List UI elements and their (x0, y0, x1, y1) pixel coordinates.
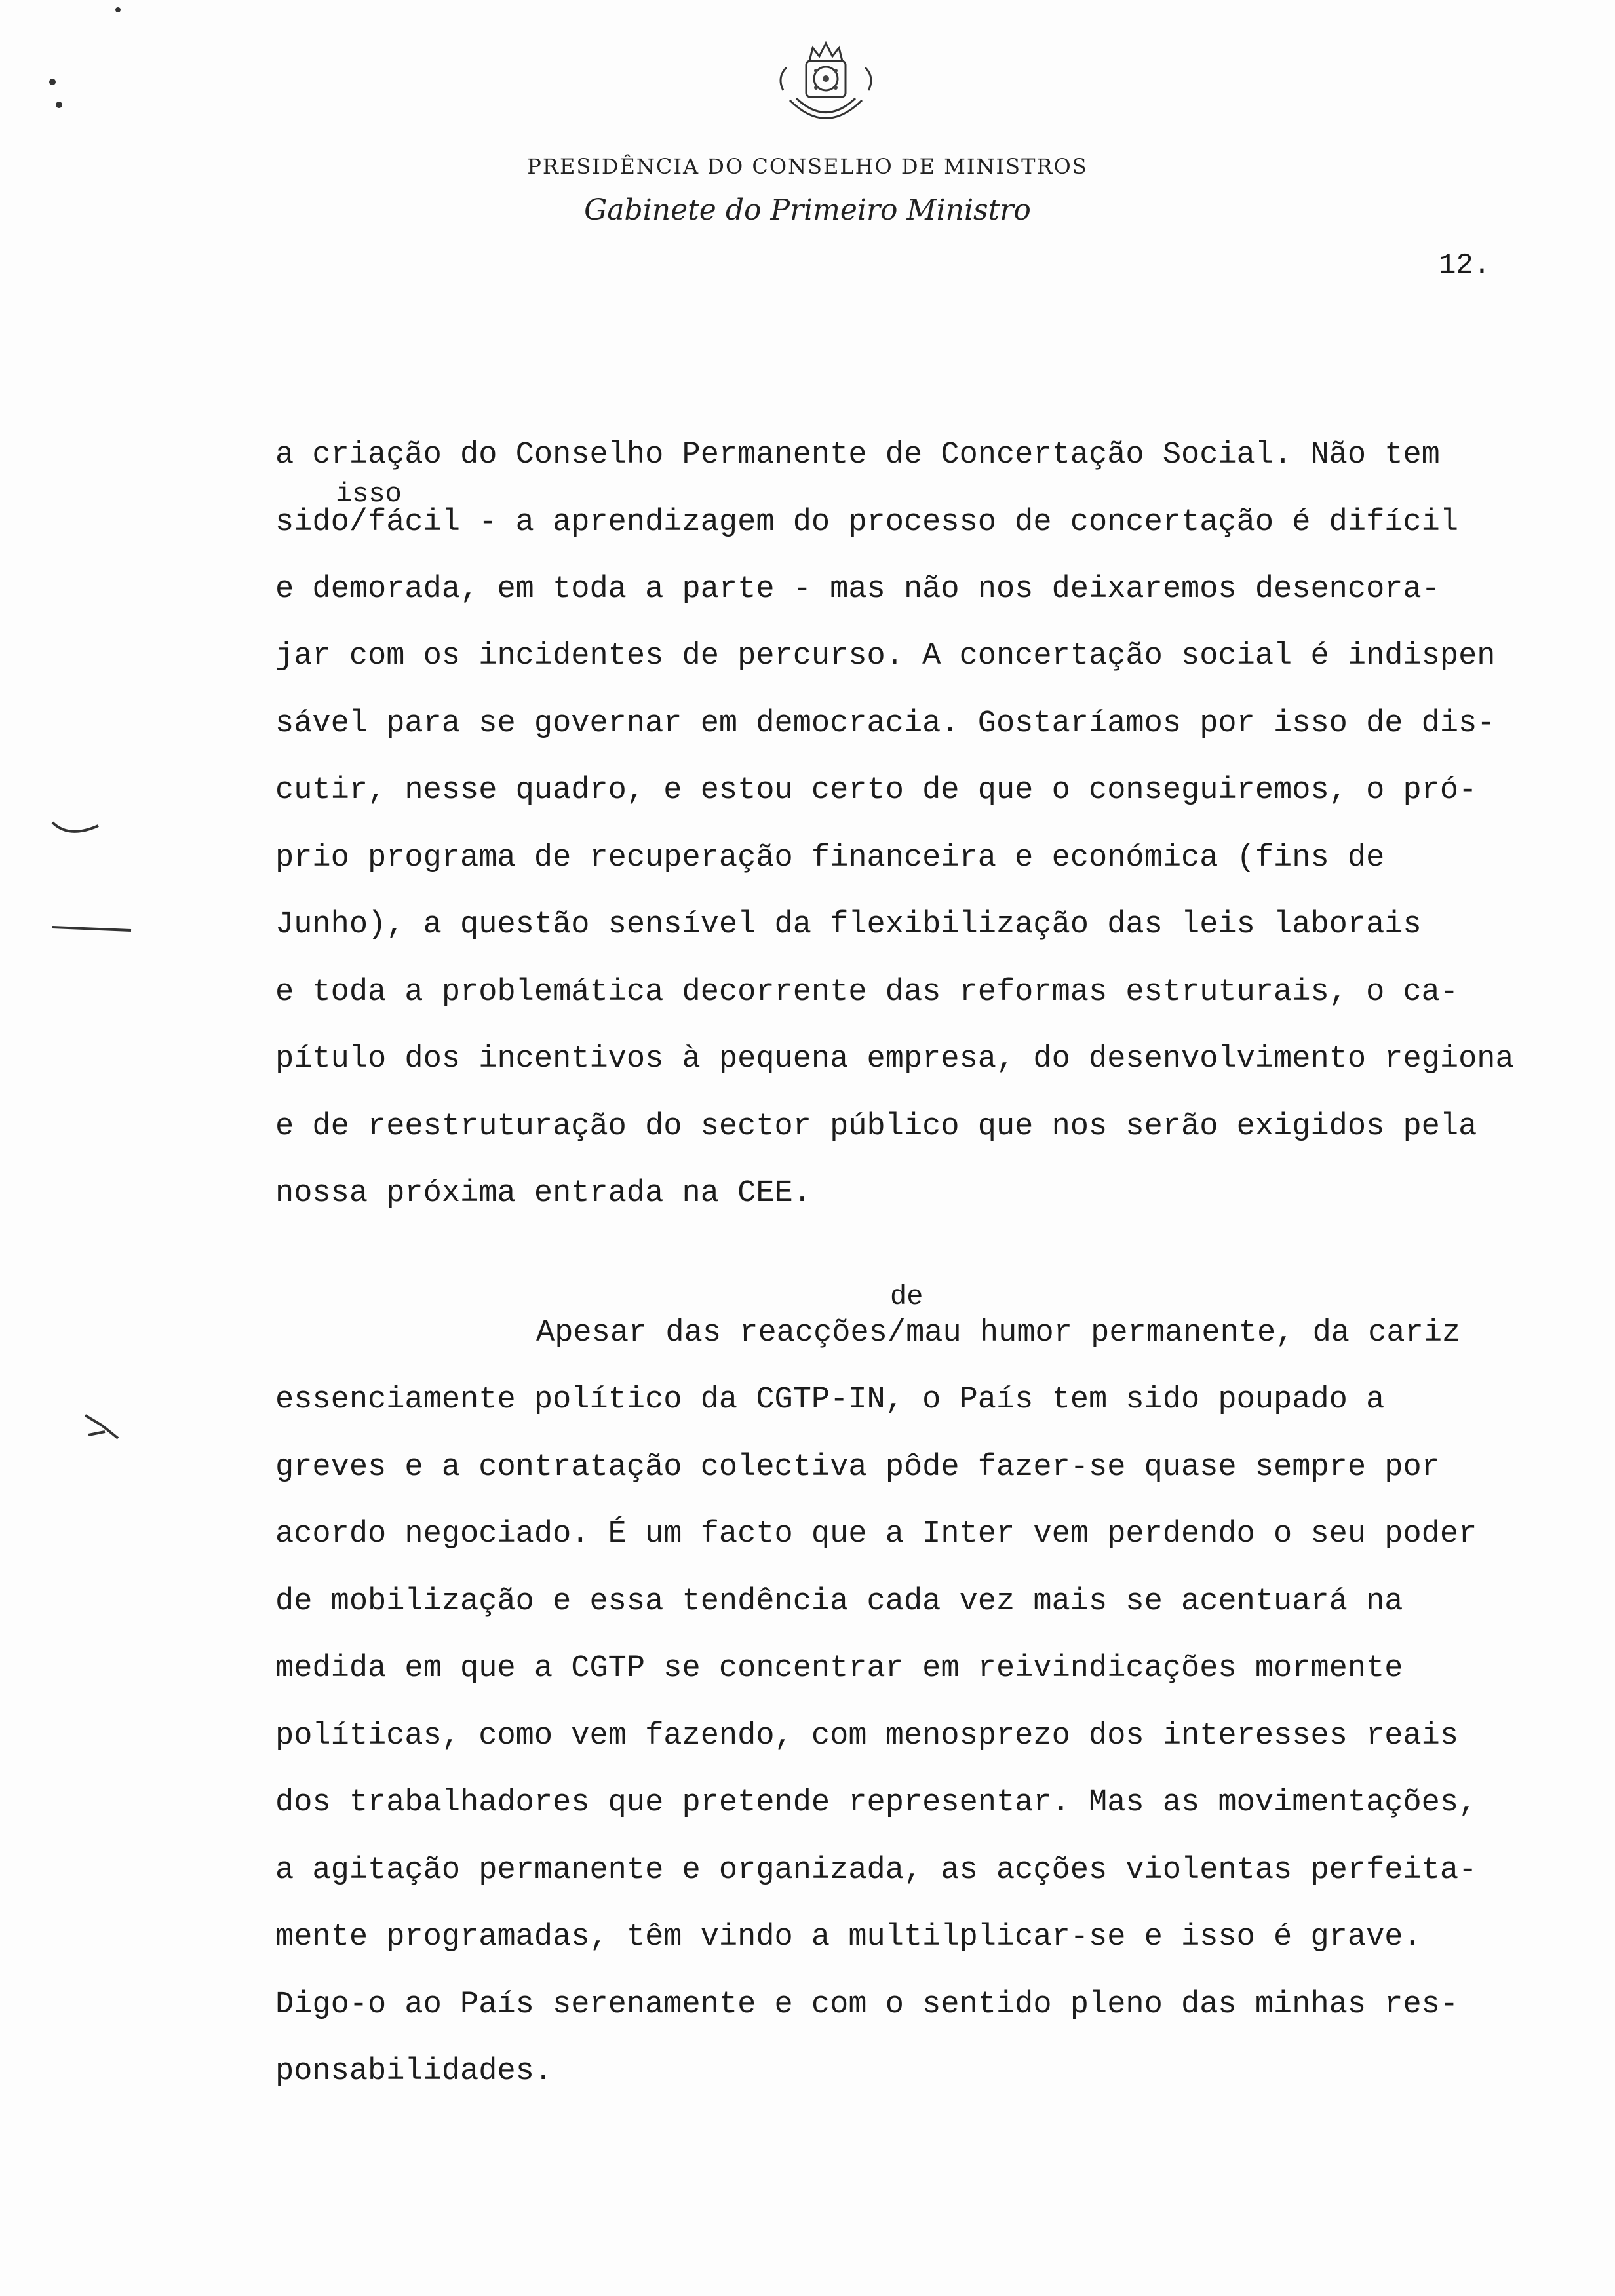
paragraph1-line: pítulo dos incentivos à pequena empresa, do desenvolvimento regiona (275, 1042, 1514, 1077)
paragraph1-line: a criação do Conselho Permanente de Concertação Social. Não tem (275, 438, 1440, 472)
paragraph2-line: medida em que a CGTP se concentrar em reivindicações mormente (275, 1651, 1403, 1686)
paragraph1-line: sável para se governar em democracia. Gostaríamos por isso de dis- (275, 706, 1496, 741)
paragraph2-line: essenciamente político da CGTP-IN, o País tem sido poupado a (275, 1383, 1385, 1417)
paragraph2-line: a agitação permanente e organizada, as acções violentas perfeita- (275, 1853, 1477, 1888)
paragraph1-line: cutir, nesse quadro, e estou certo de que o conseguiremos, o pró- (275, 773, 1477, 808)
paragraph1-line: sido/fácil - a aprendizagem do processo de concertação é difícil (275, 505, 1459, 540)
page-number: 12. (1439, 249, 1491, 282)
paragraph1-line: nossa próxima entrada na CEE. (275, 1176, 811, 1211)
letterhead-title: PRESIDÊNCIA DO CONSELHO DE MINISTROS (527, 154, 1088, 179)
paragraph2-line: mente programadas, têm vindo a multilplicar-se e isso é grave. (275, 1920, 1422, 1955)
coat-of-arms-icon (764, 38, 888, 136)
paragraph2-line: políticas, como vem fazendo, com menosprezo dos interesses reais (275, 1719, 1459, 1753)
letterhead-office: Gabinete do Primeiro Ministro (584, 193, 1031, 227)
paragraph2-line: Apesar das reacções/mau humor permanente, da cariz (536, 1316, 1461, 1350)
margin-marks (39, 0, 170, 1573)
paragraph2-line: Digo-o ao País serenamente e com o sentido pleno das minhas res- (275, 1987, 1459, 2022)
paragraph1-line: jar com os incidentes de percurso. A concertação social é indispen (275, 639, 1496, 674)
paragraph1-line: e de reestruturação do sector público que nos serão exigidos pela (275, 1109, 1477, 1144)
paragraph1-line: prio programa de recuperação financeira e económica (fins de (275, 841, 1385, 875)
paragraph2-line: greves e a contratação colectiva pôde fazer-se quase sempre por (275, 1450, 1440, 1485)
paragraph2-line: de mobilização e essa tendência cada vez mais se acentuará na (275, 1584, 1403, 1619)
paragraph2-line: ponsabilidades. (275, 2054, 553, 2089)
handwritten-insertion-isso: isso (336, 478, 402, 510)
paragraph1-line: e demorada, em toda a parte - mas não nos deixaremos desencora- (275, 572, 1440, 607)
paragraph2-line: acordo negociado. É um facto que a Inter vem perdendo o seu poder (275, 1517, 1477, 1552)
paragraph1-line: Junho), a questão sensível da flexibilização das leis laborais (275, 908, 1422, 942)
handwritten-insertion-de: de (890, 1281, 924, 1312)
paragraph1-line: e toda a problemática decorrente das reformas estruturais, o ca- (275, 975, 1459, 1010)
paragraph2-line: dos trabalhadores que pretende representar. Mas as movimentações, (275, 1786, 1477, 1820)
